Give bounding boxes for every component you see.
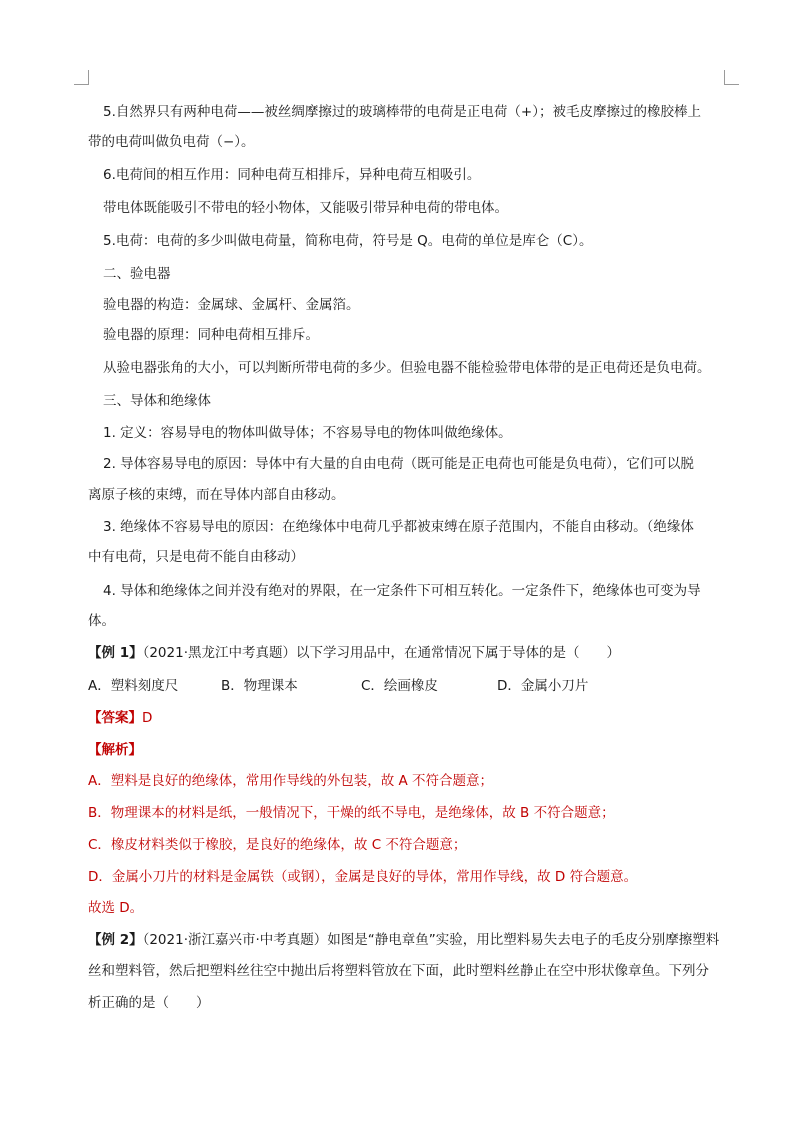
analysis-line: D．金属小刀片的材料是金属铁（或钢），金属是良好的导体，常用作导线，故 D 符合题意。 <box>88 869 638 885</box>
text-line: 带电体既能吸引不带电的轻小物体，又能吸引带异种电荷的带电体。 <box>103 200 508 216</box>
text-line: 6.电荷间的相互作用：同种电荷互相排斥，异种电荷互相吸引。 <box>103 167 481 183</box>
text-line: 4. 导体和绝缘体之间并没有绝对的界限，在一定条件下可相互转化。一定条件下，绝缘体也可变为导 <box>103 583 701 599</box>
text-line: 2. 导体容易导电的原因：导体中有大量的自由电荷（既可能是正电荷也可能是负电荷），它们可以脱 <box>103 456 694 472</box>
example-1-question: （2021·黑龙江中考真题）以下学习用品中，在通常情况下属于导体的是（ ） <box>142 645 620 661</box>
corner-mark-left <box>74 70 89 85</box>
text-line: 5.自然界只有两种电荷——被丝绸摩擦过的玻璃棒带的电荷是正电荷（+）；被毛皮摩擦过的橡胶棒上 <box>103 104 701 120</box>
analysis-label: 【解析】 <box>88 742 142 758</box>
example-2-line-1 <box>88 930 728 950</box>
text-line: 3. 绝缘体不容易导电的原因：在绝缘体中电荷几乎都被束缚在原子范围内，不能自由移动。（绝缘体 <box>103 519 694 535</box>
example-1-stem <box>88 643 728 663</box>
text-line: 中有电荷，只是电荷不能自由移动） <box>88 549 304 565</box>
conclusion-line: 故选 D。 <box>88 900 144 916</box>
example-2-line-3: 析正确的是（ ） <box>88 995 210 1011</box>
example-2-line-2: 丝和塑料管，然后把塑料丝往空中抛出后将塑料管放在下面，此时塑料丝静止在空中形状像章鱼。下列分 <box>88 963 709 979</box>
text-line: 体。 <box>88 613 115 629</box>
analysis-line: C．橡皮材料类似于橡胶，是良好的绝缘体，故 C 不符合题意； <box>88 837 467 853</box>
section-heading: 三、导体和绝缘体 <box>103 393 211 409</box>
example-2-tag: 【例 2】 <box>88 932 143 948</box>
text-line: 验电器的构造：金属球、金属杆、金属箔。 <box>103 297 360 313</box>
text-line: 5.电荷：电荷的多少叫做电荷量，简称电荷，符号是 Q。电荷的单位是库仑（C）。 <box>103 233 593 249</box>
text-line: 1. 定义：容易导电的物体叫做导体；不容易导电的物体叫做绝缘体。 <box>103 425 512 441</box>
corner-mark-right <box>724 70 739 85</box>
option-c: C．绘画橡皮 <box>361 678 438 694</box>
example-2-text: （2021·浙江嘉兴市·中考真题）如图是“静电章鱼”实验，用比塑料易失去电子的毛皮分别摩擦塑料 <box>142 932 720 948</box>
example-1-options <box>88 676 728 696</box>
answer-line <box>88 708 728 728</box>
answer-label: 【答案】 <box>88 710 142 726</box>
text-line: 验电器的原理：同种电荷相互排斥。 <box>103 327 319 343</box>
example-1-tag: 【例 1】 <box>88 645 143 661</box>
text-line: 离原子核的束缚，而在导体内部自由移动。 <box>88 487 345 503</box>
option-a: A．塑料刻度尺 <box>88 678 179 694</box>
option-b: B．物理课本 <box>221 678 298 694</box>
analysis-line: B．物理课本的材料是纸，一般情况下，干燥的纸不导电，是绝缘体，故 B 不符合题意； <box>88 805 615 821</box>
answer-value: D <box>142 710 153 726</box>
section-heading: 二、验电器 <box>103 266 171 282</box>
text-line: 带的电荷叫做负电荷（−）。 <box>88 134 255 150</box>
text-line: 从验电器张角的大小，可以判断所带电荷的多少。但验电器不能检验带电体带的是正电荷还是负电荷。 <box>103 360 711 376</box>
analysis-line: A．塑料是良好的绝缘体，常用作导线的外包装，故 A 不符合题意； <box>88 773 494 789</box>
option-d: D．金属小刀片 <box>497 678 589 694</box>
